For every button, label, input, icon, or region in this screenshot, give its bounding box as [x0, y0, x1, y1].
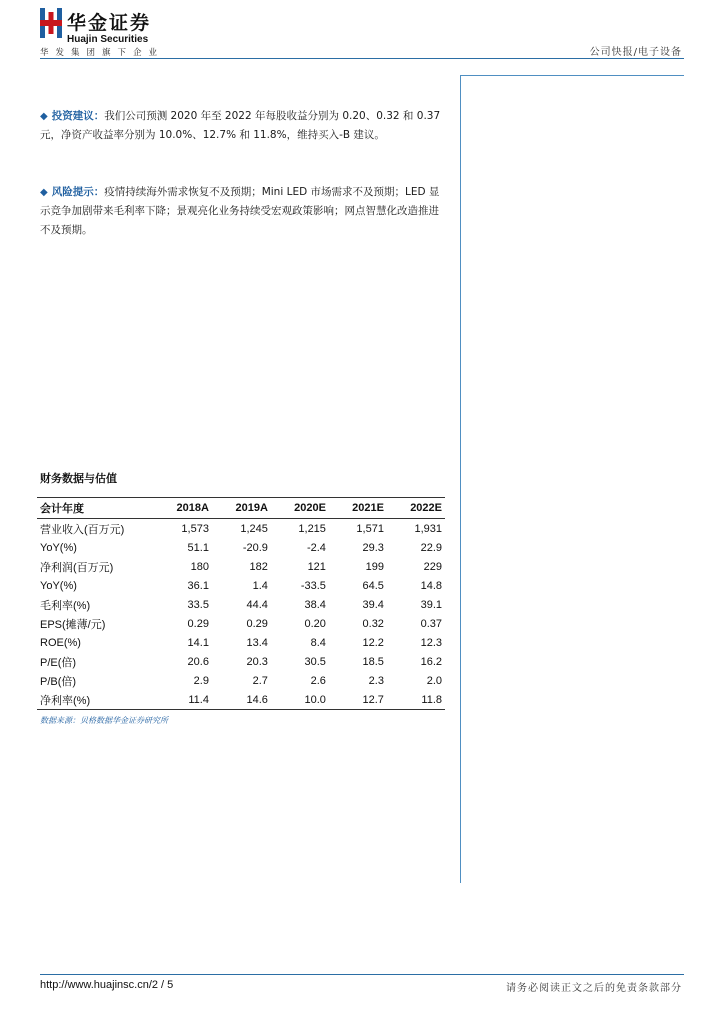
value-cell: 229: [423, 560, 442, 573]
diamond-bullet-icon: ◆: [40, 187, 48, 198]
table-header-row: [37, 498, 445, 519]
value-cell: 0.32: [362, 617, 384, 630]
logo-english-name: Huajin Securities: [67, 34, 149, 45]
column-header: 会计年度: [37, 498, 153, 519]
risk-warning-paragraph: [40, 183, 445, 240]
value-cell: 44.4: [246, 598, 268, 611]
value-cell: 33.5: [187, 598, 209, 611]
column-header: 2018A: [153, 498, 212, 519]
value-cell: 1,571: [356, 522, 384, 535]
value-cell: 2.3: [368, 674, 384, 687]
row-label-cell: 毛利率(%): [40, 599, 91, 612]
disclaimer-note: 请务必阅读正文之后的免责条款部分: [506, 983, 682, 994]
sidebar-top-rule: [460, 75, 684, 76]
table-row: [37, 595, 445, 614]
value-cell: 2.6: [310, 674, 326, 687]
value-cell: 29.3: [362, 541, 384, 554]
risk-warning-text: 疫情持续海外需求恢复不及预期；Mini LED 市场需求不及预期；LED 显示竞争加剧带来毛利率下降；景观亮化业务持续受宏观政策影响；网点智慧化改造推进不及预期。: [40, 186, 440, 236]
value-cell: 16.2: [420, 655, 442, 668]
value-cell: 14.8: [420, 579, 442, 592]
diamond-bullet-icon: ◆: [40, 111, 48, 122]
value-cell: 199: [365, 560, 384, 573]
row-label-cell: YoY(%): [40, 541, 77, 554]
value-cell: 180: [190, 560, 209, 573]
column-header: 2021E: [329, 498, 387, 519]
row-label-cell: P/B(倍): [40, 675, 77, 688]
value-cell: 11.4: [153, 690, 212, 710]
value-cell: 51.1: [187, 541, 209, 554]
value-cell: 20.3: [246, 655, 268, 668]
row-label-cell: EPS(摊薄/元): [40, 618, 106, 631]
value-cell: 12.7: [329, 690, 387, 710]
value-cell: 13.4: [246, 636, 268, 649]
value-cell: 18.5: [362, 655, 384, 668]
value-cell: 22.9: [420, 541, 442, 554]
value-cell: 1,573: [181, 522, 209, 535]
value-cell: 1,931: [414, 522, 442, 535]
column-header: 2019A: [212, 498, 271, 519]
website-link-page-number[interactable]: http://www.huajinsc.cn/2 / 5: [40, 979, 174, 991]
value-cell: 2.0: [426, 674, 442, 687]
table-row: [37, 633, 445, 652]
value-cell: 8.4: [310, 636, 326, 649]
table-row: [37, 576, 445, 595]
value-cell: -2.4: [306, 541, 326, 554]
table-row: [37, 614, 445, 633]
value-cell: 39.1: [420, 598, 442, 611]
value-cell: 38.4: [304, 598, 326, 611]
value-cell: 12.3: [420, 636, 442, 649]
value-cell: 39.4: [362, 598, 384, 611]
financial-table-title: 财务数据与估值: [40, 472, 117, 485]
value-cell: 1,245: [240, 522, 268, 535]
table-body: [37, 519, 445, 710]
value-cell: 1,215: [298, 522, 326, 535]
value-cell: 0.37: [420, 617, 442, 630]
row-label-cell: 营业收入(百万元): [40, 523, 125, 536]
value-cell: 64.5: [362, 579, 384, 592]
data-source-note: 数据来源：贝格数据华金证券研究所: [40, 716, 168, 725]
group-tagline: 华发集团旗下企业: [40, 48, 165, 58]
footer-divider: [40, 974, 684, 975]
value-cell: 121: [307, 560, 326, 573]
table-row: [37, 652, 445, 671]
value-cell: -33.5: [300, 579, 326, 592]
value-cell: 0.29: [246, 617, 268, 630]
row-label-cell: ROE(%): [40, 636, 81, 649]
value-cell: 2.9: [193, 674, 209, 687]
table-row: [37, 538, 445, 557]
row-label-cell: 净利润(百万元): [40, 561, 114, 574]
logo-chinese-name: 华金证券: [67, 12, 152, 34]
column-header: 2020E: [271, 498, 329, 519]
value-cell: 30.5: [304, 655, 326, 668]
value-cell: 11.8: [387, 690, 445, 710]
report-category: 公司快报/电子设备: [589, 47, 682, 58]
value-cell: 2.7: [252, 674, 268, 687]
value-cell: 14.1: [187, 636, 209, 649]
financial-data-table: [37, 497, 445, 710]
value-cell: 1.4: [252, 579, 268, 592]
table-row: [37, 557, 445, 576]
investment-advice-heading: 投资建议：: [51, 110, 105, 122]
value-cell: 182: [249, 560, 268, 573]
header-divider: [40, 58, 684, 59]
row-label-cell: P/E(倍): [40, 656, 77, 669]
risk-warning-heading: 风险提示：: [51, 186, 105, 198]
row-label-cell: 净利率(%): [37, 690, 153, 710]
investment-advice-paragraph: [40, 107, 445, 145]
value-cell: 10.0: [271, 690, 329, 710]
value-cell: -20.9: [242, 541, 268, 554]
table-row: [37, 690, 445, 710]
value-cell: 0.29: [187, 617, 209, 630]
value-cell: 12.2: [362, 636, 384, 649]
value-cell: 36.1: [187, 579, 209, 592]
value-cell: 14.6: [212, 690, 271, 710]
value-cell: 20.6: [187, 655, 209, 668]
huajin-logo-icon: [40, 8, 62, 38]
column-header: 2022E: [387, 498, 445, 519]
row-label-cell: YoY(%): [40, 579, 77, 592]
table-row: [37, 671, 445, 690]
value-cell: 0.20: [304, 617, 326, 630]
sidebar-vertical-rule: [460, 75, 461, 883]
table-row: [37, 519, 445, 539]
investment-advice-text: 我们公司预测 2020 年至 2022 年每股收益分别为 0.20、0.32 和 0.37 元，净资产收益率分别为 10.0%、12.7% 和 11.8%，维持买入-B 建议。: [40, 110, 441, 141]
